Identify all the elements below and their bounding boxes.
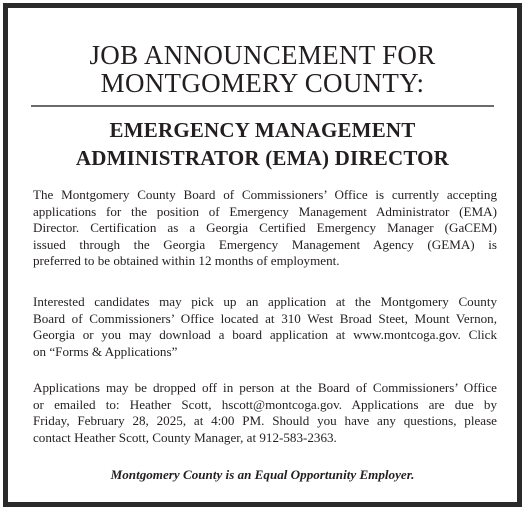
paragraph-line: Interested candidates may pick up an application at the Montgomery County: [33, 294, 497, 309]
position-line-1: EMERGENCY MANAGEMENT: [109, 118, 416, 142]
position-title: [8, 116, 517, 172]
paragraph-line: Friday, February 28, 2025, at 4:00 PM. Should you have any questions, please: [33, 413, 497, 428]
position-description-paragraph: [33, 187, 497, 270]
application-submission-paragraph: [33, 380, 497, 446]
paragraph-line: Board of Commissioners’ Office located at 310 West Broad Steet, Mount Vernon,: [33, 310, 497, 326]
paragraph-line: Director. Certification as a Georgia Certified Emergency Manager (GaCEM): [33, 220, 497, 235]
equal-opportunity-statement: Montgomery County is an Equal Opportunity Employer.: [110, 467, 415, 482]
paragraph-line: preferred to be obtained within 12 months of employment.: [33, 253, 340, 268]
position-line-2: ADMINISTRATOR (EMA) DIRECTOR: [75, 146, 450, 170]
title-line-1: JOB ANNOUNCEMENT FOR: [89, 40, 436, 70]
title-divider: [31, 105, 494, 107]
paragraph-line: applications for the position of Emergency Management Administrator (EMA): [33, 203, 497, 219]
paragraph-line: or emailed to: Heather Scott, hscott@montcoga.gov. Applications are due by: [33, 396, 497, 412]
title-line-2: MONTGOMERY COUNTY:: [100, 68, 425, 98]
paragraph-line: on “Forms & Applications”: [33, 343, 178, 359]
paragraph-line: issued through the Georgia Emergency Management Agency (GEMA) is: [33, 236, 497, 252]
application-pickup-paragraph: [33, 294, 497, 360]
paragraph-line: Applications may be dropped off in person at the Board of Commissioners’ Office: [33, 380, 497, 395]
announcement-content: [8, 8, 517, 502]
paragraph-line: contact Heather Scott, County Manager, at 912-583-2363.: [33, 429, 337, 445]
announcement-title: [8, 41, 517, 97]
paragraph-line: The Montgomery County Board of Commissioners’ Office is currently accepting: [33, 187, 497, 202]
paragraph-line: Georgia or you may download a board application at www.montcoga.gov. Click: [33, 327, 497, 342]
announcement-frame: [3, 3, 522, 507]
